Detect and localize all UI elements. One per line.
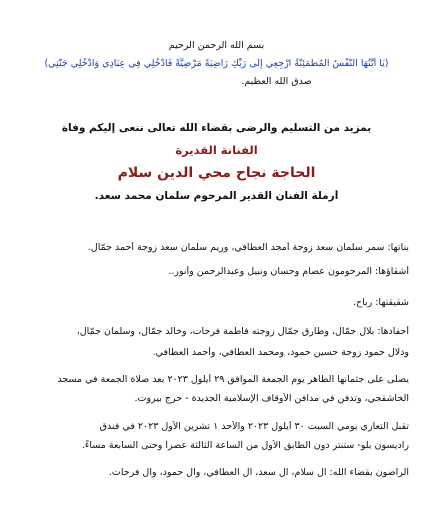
funeral-line-2: الخاشقجي، وتدفن في مدافن الأوقاف الإسلامية الجديدة - حرج بيروت.: [134, 393, 409, 404]
quran-verse: (يَا أَيَّتُهَا النَّفْسُ الْمُطْمَئِنَّةُ ارْجِعِي إِلَى رَبِّكِ رَاضِيَةً مَرْضِيَّةً فَادْخُلِي فِي عِبَادِي وَادْخُلِي جَنَّتِي): [44, 58, 389, 69]
announcement-intro: بمزيد من التسليم والرضى بقضاء الله تعالى ننعى إليكم وفاة: [61, 122, 372, 134]
basmala: بسم الله الرحمن الرحيم: [168, 40, 265, 51]
condolences-line-2: راديسون بلو- ستنتر دون الطابق الأول من الساعة الثالثة عصراً وحتى السابعة مساءً.: [81, 440, 409, 451]
brothers-line: أشقاؤها: المرحومون عصام وحسان ونبيل وعبدالرحمن وأنور..: [168, 266, 409, 277]
daughters-line: بناتها: سمر سلمان سعد زوجة أمجد العطافي، وريم سلمان سعد زوجة أحمد جمّال.: [87, 242, 409, 253]
widow-of: أرملة الفنان القدير المرحوم سلمان محمد سعد.: [94, 190, 339, 202]
grandchildren-line-2: ودلال حمود زوجة حسين حمود، ومحمد العطافي، وأحمد العطافي.: [152, 347, 409, 358]
deceased-name: الحاجة نجاح محي الدين سلام: [117, 165, 316, 181]
sister-line: شقيقتها: رباح.: [352, 297, 409, 308]
funeral-line-1: يصلى على جثمانها الطاهر يوم الجمعة الموافق ٢٩ أيلول ٢٠٢٣ بعد صلاة الجمعة في مسجد: [57, 374, 409, 385]
mourners-line: الراضون بقضاء الله: آل سلام، آل سعد، آل العطافي، وآل حمود، وآل فرحات.: [108, 467, 409, 478]
condolences-line-1: تقبل التعازي يومي السبت ٣٠ أيلول ٢٠٢٣ والأحد ١ تشرين الأول ٢٠٢٣ في فندق: [99, 421, 409, 432]
announcement-title: الفنانة القديرة: [175, 143, 258, 157]
grandchildren-line-1: أحفادها: بلال جمّال، وطارق جمّال زوجته فاطمة فرحات، وخالد جمّال، وسلمان جمّال،: [76, 326, 409, 337]
verse-closing: صدق الله العظيم.: [241, 76, 312, 87]
